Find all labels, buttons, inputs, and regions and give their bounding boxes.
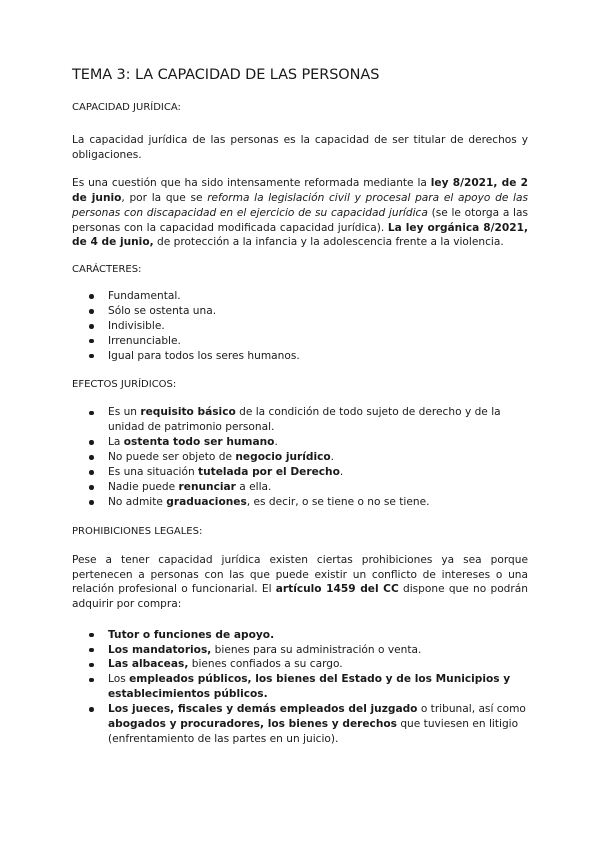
list-item: Indivisible. [72, 319, 528, 334]
list-item: Igual para todos los seres humanos. [72, 349, 528, 364]
heading-caracteres: CARÁCTERES: [72, 263, 142, 275]
paragraph-prohibiciones: Pese a tener capacidad jurídica existen ciertas prohibiciones ya sea porque pertenecen a personas con las que puede existir un conflicto de intereses o una relación profesional o funcionarial. El artículo 1459 del CC dispone que no podrán adquirir por compra: [72, 553, 528, 610]
list-item: Los jueces, fiscales y demás empleados del juzgado o tribunal, así como abogados y procuradores, los bienes y derechos que tuviesen en litigio (enfrentamiento de las partes en un juicio). [72, 702, 528, 747]
list-item: Nadie puede renunciar a ella. [72, 480, 528, 495]
list-item: Es una situación tutelada por el Derecho. [72, 465, 528, 480]
page-title: TEMA 3: LA CAPACIDAD DE LAS PERSONAS [72, 67, 380, 83]
list-efectos [72, 405, 528, 509]
heading-capacidad-juridica: CAPACIDAD JURÍDICA: [72, 102, 181, 113]
list-item: Las albaceas, bienes confiados a su cargo. [72, 657, 528, 672]
heading-efectos-juridicos: EFECTOS JURÍDICOS: [72, 379, 177, 391]
heading-prohibiciones-legales: PROHIBICIONES LEGALES: [72, 525, 203, 537]
paragraph-reforma: Es una cuestión que ha sido intensamente reformada mediante la ley 8/2021, de 2 de junio, por la que se reforma la legislación civil y procesal para el apoyo de las personas con discapacidad en el ejercicio de su capacidad jurídica (se le otorga a las personas con la capacidad modificada capacidad jurídica). La ley orgánica 8/2021, de 4 de junio, de protección a la infancia y la adolescencia frente a la violencia. [72, 177, 529, 249]
list-caracteres [72, 289, 528, 364]
paragraph-definicion: La capacidad jurídica de las personas es la capacidad de ser titular de derechos y obligaciones. [72, 134, 528, 161]
list-item: La ostenta todo ser humano. [72, 435, 528, 450]
list-item: Tutor o funciones de apoyo. [72, 628, 528, 643]
list-prohibiciones [72, 628, 528, 747]
document-page [72, 67, 528, 763]
list-item: Los mandatorios, bienes para su administración o venta. [72, 643, 528, 658]
list-item: Fundamental. [72, 289, 528, 304]
list-item: Irrenunciable. [72, 334, 528, 349]
list-item: No puede ser objeto de negocio jurídico. [72, 450, 528, 465]
list-item: No admite graduaciones, es decir, o se tiene o no se tiene. [72, 495, 528, 510]
list-item: Sólo se ostenta una. [72, 304, 528, 319]
list-item: Los empleados públicos, los bienes del Estado y de los Municipios y establecimientos públicos. [72, 672, 528, 702]
list-item: Es un requisito básico de la condición de todo sujeto de derecho y de la unidad de patrimonio personal. [72, 405, 528, 435]
